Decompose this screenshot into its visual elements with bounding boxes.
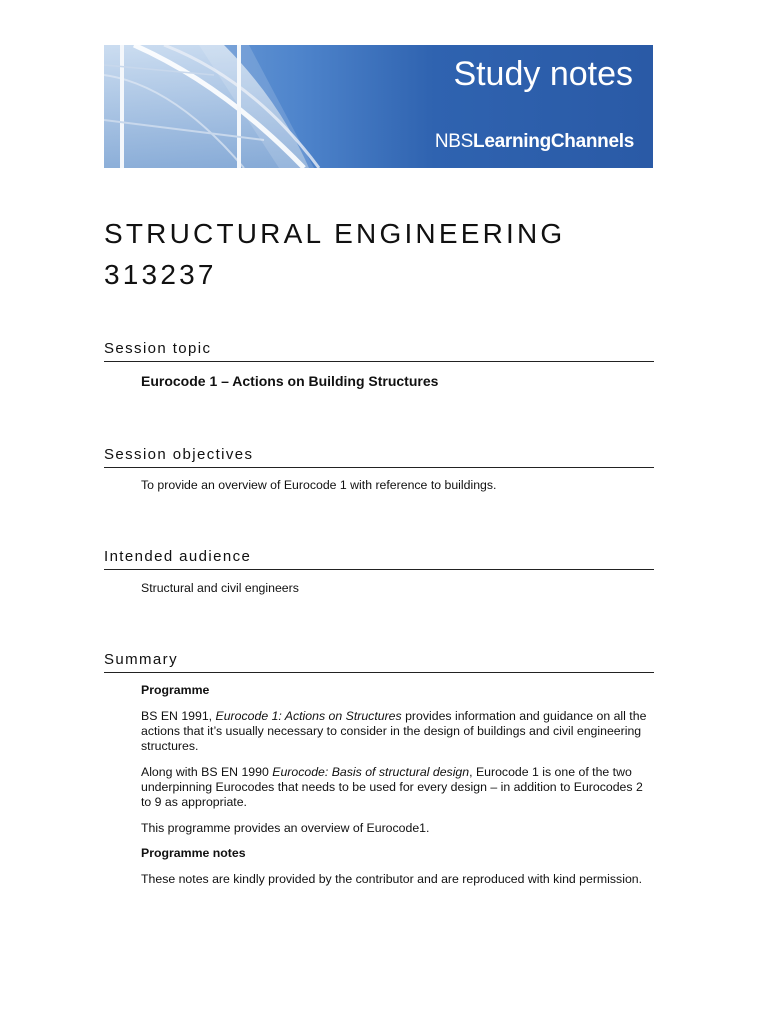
- p2-italic-title: Eurocode: Basis of structural design: [272, 765, 470, 779]
- p2-text-a: Along with BS EN 1990: [141, 765, 273, 779]
- summary-heading: Summary: [104, 651, 654, 673]
- brand-bold-text: LearningChannels: [473, 131, 634, 152]
- brand-light-text: NBS: [434, 131, 474, 152]
- title-line-1: STRUCTURAL ENGINEERING: [104, 218, 566, 249]
- p2-text-b: , Eurocode 1 is one of the two underpinning Eurocodes that needs to be used for every design – in addition to Eurocodes 2 to 9 as appropriate.: [141, 765, 643, 809]
- session-objectives-heading: Session objectives: [104, 446, 654, 468]
- document-title: [104, 213, 565, 295]
- brand-logo: [435, 131, 634, 153]
- intended-audience-text: Structural and civil engineers: [141, 581, 299, 595]
- programme-paragraph-1: [141, 709, 656, 754]
- session-objectives-text: To provide an overview of Eurocode 1 with reference to buildings.: [141, 478, 497, 492]
- programme-label: Programme: [141, 683, 210, 697]
- intended-audience-heading: Intended audience: [104, 548, 654, 570]
- programme-paragraph-3: This programme provides an overview of Eurocode1.: [141, 821, 430, 835]
- p1-italic-title: Eurocode 1: Actions on Structures: [215, 709, 402, 723]
- p1-text-b: provides information and guidance on all the actions that it’s usually necessary to consider in the design of buildings and civil engineering structures.: [141, 709, 647, 753]
- banner-title: Study notes: [453, 55, 633, 93]
- programme-notes-label: Programme notes: [141, 846, 246, 860]
- p1-text-a: BS EN 1991,: [141, 709, 216, 723]
- header-banner: [104, 45, 653, 168]
- programme-paragraph-2: [141, 765, 656, 810]
- session-topic-text: Eurocode 1 – Actions on Building Structures: [141, 373, 439, 389]
- session-topic-heading: Session topic: [104, 340, 654, 362]
- programme-notes-text: These notes are kindly provided by the contributor and are reproduced with kind permission.: [141, 872, 643, 886]
- title-line-2: 313237: [104, 259, 217, 290]
